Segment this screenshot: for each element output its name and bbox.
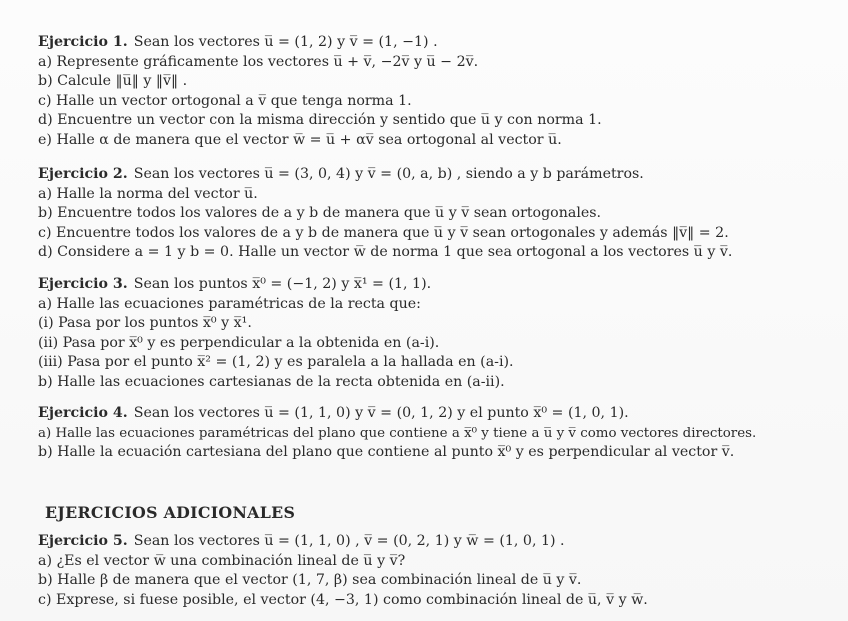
exercise-5-item-b: b) Halle β de manera que el vector (1, 7, β) sea combinación lineal de u̅ y v̅. xyxy=(38,572,582,589)
exercise-1-item-d: d) Encuentre un vector con la misma dirección y sentido que u̅ y con norma 1. xyxy=(38,112,602,129)
exercise-3-item-a-ii: (ii) Pasa por x̅⁰ y es perpendicular a la obtenida en (a-i). xyxy=(38,334,440,351)
exercise-3-intro-line xyxy=(38,275,838,295)
exercise-1-intro: Sean los vectores u̅ = (1, 2) y v̅ = (1, −1) . xyxy=(133,34,438,50)
exercise-5-item-c: c) Exprese, si fuese posible, el vector (4, −3, 1) como combinación lineal de u̅, v̅ y w̅. xyxy=(38,591,648,608)
exercise-2-title: Ejercicio 2. xyxy=(38,166,128,182)
exercise-5-item-a: a) ¿Es el vector w̅ una combinación lineal de u̅ y v̅? xyxy=(38,552,406,569)
exercise-2-item-a: a) Halle la norma del vector u̅. xyxy=(38,185,258,202)
exercise-1 xyxy=(38,33,838,151)
exercise-3-title: Ejercicio 3. xyxy=(38,276,128,292)
exercise-1-item-e: e) Halle α de manera que el vector w̅ = u̅ + αv̅ sea ortogonal al vector u̅. xyxy=(38,131,562,148)
exercise-2-intro-line xyxy=(38,165,838,185)
exercise-1-item-b: b) Calcule ‖u̅‖ y ‖v̅‖ . xyxy=(38,73,188,90)
exercise-3-intro: Sean los puntos x̅⁰ = (−1, 2) y x̅¹ = (1, 1). xyxy=(133,276,432,292)
exercise-2 xyxy=(38,165,838,263)
exercise-5-title: Ejercicio 5. xyxy=(38,533,128,549)
exercise-4-intro: Sean los vectores u̅ = (1, 1, 0) y v̅ = (0, 1, 2) y el punto x̅⁰ = (1, 0, 1). xyxy=(133,405,629,421)
exercise-4-intro-line xyxy=(38,404,838,424)
exercise-2-item-b: b) Encuentre todos los valores de a y b de manera que u̅ y v̅ sean ortogonales. xyxy=(38,205,602,222)
exercise-2-item-c: c) Encuentre todos los valores de a y b de manera que u̅ y v̅ sean ortogonales y además ‖v̅‖ = 2. xyxy=(38,224,729,241)
exercise-1-item-c: c) Halle un vector ortogonal a v̅ que tenga norma 1. xyxy=(38,92,412,109)
exercise-2-intro: Sean los vectores u̅ = (3, 0, 4) y v̅ = (0, a, b) , siendo a y b parámetros. xyxy=(133,166,644,182)
exercise-4-item-a: a) Halle las ecuaciones paramétricas del plano que contiene a x̅⁰ y tiene a u̅ y v̅ como vectores directores. xyxy=(38,425,757,441)
exercise-3-item-b: b) Halle las ecuaciones cartesianas de la recta obtenida en (a-ii). xyxy=(38,373,505,390)
exercise-5 xyxy=(38,532,838,610)
exercise-3-item-a-i: (i) Pasa por los puntos x̅⁰ y x̅¹. xyxy=(38,315,252,332)
exercise-3-item-a-iii: (iii) Pasa por el punto x̅² = (1, 2) y es paralela a la hallada en (a-i). xyxy=(38,354,514,371)
exercise-5-intro-line xyxy=(38,532,838,552)
exercise-1-title: Ejercicio 1. xyxy=(38,34,128,50)
exercise-4 xyxy=(38,404,838,463)
exercise-1-item-a: a) Represente gráficamente los vectores u̅ + v̅, −2v̅ y u̅ − 2v̅. xyxy=(38,53,479,70)
additional-exercises-heading: EJERCICIOS ADICIONALES xyxy=(45,503,296,522)
exercise-4-item-b: b) Halle la ecuación cartesiana del plano que contiene al punto x̅⁰ y es perpendicular al vector v̅. xyxy=(38,444,735,461)
exercise-1-intro-line xyxy=(38,33,838,53)
exercise-3 xyxy=(38,275,838,393)
exercise-2-item-d: d) Considere a = 1 y b = 0. Halle un vector w̅ de norma 1 que sea ortogonal a los vectores u̅ y v̅. xyxy=(38,244,733,261)
exercise-5-intro: Sean los vectores u̅ = (1, 1, 0) , v̅ = (0, 2, 1) y w̅ = (1, 0, 1) . xyxy=(133,533,565,549)
exercise-3-item-a: a) Halle las ecuaciones paramétricas de la recta que: xyxy=(38,295,421,312)
exercise-4-title: Ejercicio 4. xyxy=(38,405,128,421)
